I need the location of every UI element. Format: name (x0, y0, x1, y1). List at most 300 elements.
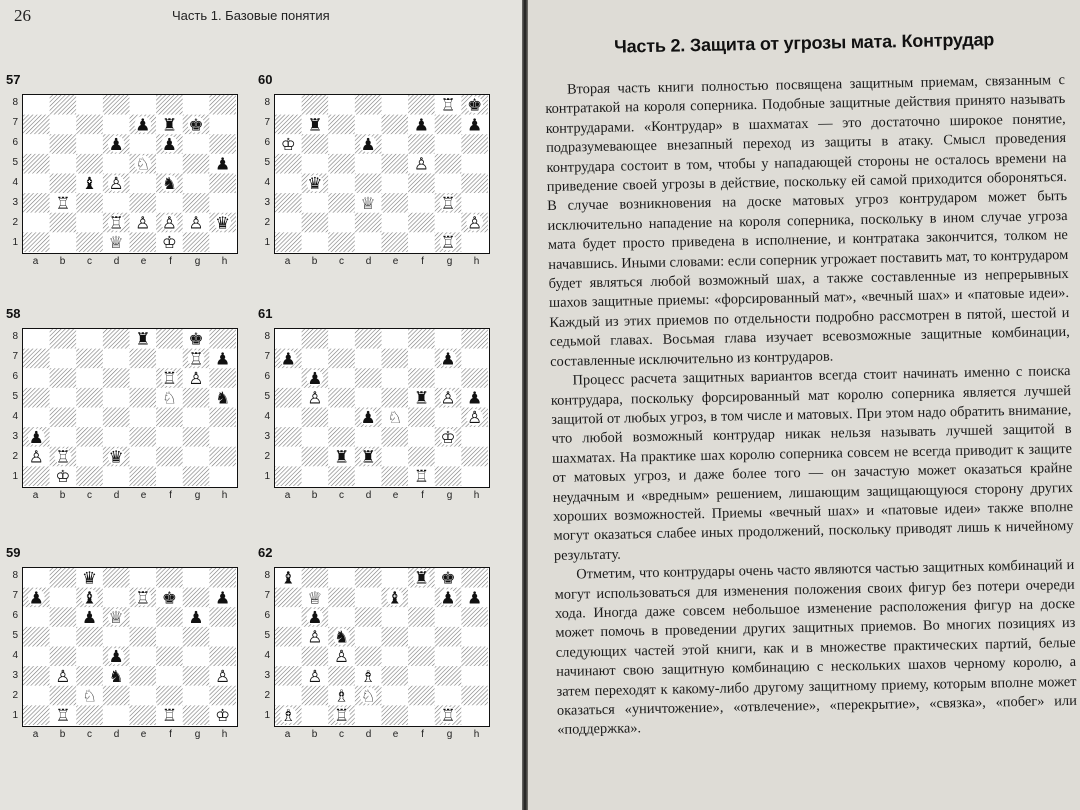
paragraph: Отметим, что контрудары очень часто являются частью защитных комбинаций и могут использоваться для изменения положения своих фигур без потери очереди хода. Иногда даже совсем небольшое изменение расположения фигур на доске может помочь в проведении других защитных приемов. Во многих позициях из следующих частей этой книги, как и в множестве практических партий, белые начинают свою защитную комбинацию с нескольких шахов черному королю, а затем переходят к какому-либо другому защитному приему, которым вполне может оказаться «уничтожение», «отвлечение», «перекрытие», «связка», «побег» или «поддержка». (554, 557, 1077, 739)
file-label: a (32, 256, 39, 267)
light-square (275, 329, 302, 349)
dark-square (183, 588, 210, 608)
light-square (382, 368, 409, 388)
dark-square (50, 213, 77, 233)
diagram-number: 61 (258, 306, 273, 321)
black-pawn-icon: ♟ (280, 348, 296, 369)
light-square (355, 349, 382, 369)
light-square (23, 686, 50, 706)
light-square (23, 213, 50, 233)
white-king-icon: ♔ (161, 232, 177, 252)
light-square (183, 568, 210, 588)
dark-square (103, 95, 130, 115)
light-square (23, 134, 50, 154)
file-label: h (473, 490, 480, 501)
light-square (382, 686, 409, 706)
rank-label: 5 (264, 391, 270, 402)
light-square (23, 607, 50, 627)
dark-square (50, 647, 77, 667)
light-square (103, 627, 130, 647)
dark-square (130, 427, 157, 447)
light-square (355, 154, 382, 174)
black-pawn-icon: ♟ (28, 587, 44, 608)
running-head: Часть 1. Базовые понятия (172, 8, 330, 23)
light-square (50, 349, 77, 369)
file-label: g (194, 490, 201, 501)
file-label: b (59, 729, 66, 740)
light-square (130, 647, 157, 667)
file-label: e (392, 256, 399, 267)
light-square (103, 388, 130, 408)
light-square (328, 408, 355, 428)
file-label: c (87, 490, 92, 501)
dark-square (130, 466, 157, 486)
dark-square (408, 329, 435, 349)
light-square (435, 213, 462, 233)
black-king-icon: ♚ (440, 568, 456, 588)
light-square (76, 408, 103, 428)
light-square (183, 447, 210, 467)
white-queen-icon: ♕ (108, 606, 124, 627)
dark-square (275, 115, 302, 135)
file-label: f (421, 729, 424, 740)
dark-square (382, 627, 409, 647)
rank-label: 3 (12, 431, 18, 442)
light-square (50, 115, 77, 135)
white-pawn-icon: ♙ (413, 153, 429, 174)
rank-label: 4 (264, 177, 270, 188)
light-square (435, 447, 462, 467)
file-label: h (473, 256, 480, 267)
black-pawn-icon: ♟ (467, 114, 483, 135)
rank-label: 1 (12, 710, 18, 721)
white-bishop-icon: ♗ (334, 685, 350, 706)
dark-square (156, 447, 183, 467)
white-rook-icon: ♖ (440, 705, 456, 725)
light-square (275, 686, 302, 706)
dark-square (328, 193, 355, 213)
white-knight-icon: ♘ (135, 153, 151, 174)
page-number: 26 (14, 6, 31, 25)
file-label: g (194, 256, 201, 267)
black-pawn-icon: ♟ (440, 587, 456, 608)
light-square (461, 666, 488, 686)
dark-square (435, 466, 462, 486)
light-square (76, 95, 103, 115)
dark-square (23, 193, 50, 213)
light-square (408, 627, 435, 647)
white-rook-icon: ♖ (55, 705, 71, 725)
file-label: c (339, 729, 344, 740)
light-square (382, 213, 409, 233)
white-rook-icon: ♖ (440, 95, 456, 115)
black-bishop-icon: ♝ (82, 587, 98, 608)
white-king-icon: ♔ (215, 705, 231, 725)
file-labels (274, 256, 490, 270)
dark-square (302, 329, 329, 349)
dark-square (275, 666, 302, 686)
rank-label: 2 (12, 217, 18, 228)
light-square (435, 686, 462, 706)
light-square (461, 232, 488, 252)
dark-square (50, 95, 77, 115)
dark-square (50, 329, 77, 349)
file-label: d (113, 256, 120, 267)
black-rook-icon: ♜ (413, 568, 429, 588)
file-label: b (311, 256, 318, 267)
light-square (461, 349, 488, 369)
file-label: g (446, 490, 453, 501)
dark-square (156, 568, 183, 588)
light-square (408, 705, 435, 725)
right-page (528, 0, 1080, 810)
dark-square (130, 666, 157, 686)
dark-square (275, 232, 302, 252)
file-labels (274, 729, 490, 743)
dark-square (328, 588, 355, 608)
light-square (382, 447, 409, 467)
rank-label: 8 (264, 331, 270, 342)
chess-board (274, 94, 490, 254)
rank-label: 8 (12, 331, 18, 342)
dark-square (302, 568, 329, 588)
file-label: d (365, 490, 372, 501)
file-label: d (113, 490, 120, 501)
black-pawn-icon: ♟ (188, 606, 204, 627)
file-label: h (221, 729, 228, 740)
light-square (408, 193, 435, 213)
diagram-number: 58 (6, 306, 21, 321)
file-label: e (140, 490, 147, 501)
light-square (23, 647, 50, 667)
rank-label: 6 (264, 371, 270, 382)
dark-square (302, 95, 329, 115)
dark-square (209, 408, 236, 428)
dark-square (408, 95, 435, 115)
light-square (76, 329, 103, 349)
black-rook-icon: ♜ (307, 114, 323, 135)
light-square (382, 174, 409, 194)
black-pawn-icon: ♟ (135, 114, 151, 135)
light-square (209, 466, 236, 486)
light-square (302, 232, 329, 252)
dark-square (50, 568, 77, 588)
rank-label: 1 (264, 710, 270, 721)
light-square (435, 174, 462, 194)
black-pawn-icon: ♟ (307, 606, 323, 627)
light-square (435, 329, 462, 349)
white-pawn-icon: ♙ (28, 446, 44, 467)
black-knight-icon: ♞ (108, 665, 124, 686)
file-label: a (284, 490, 291, 501)
rank-label: 5 (12, 391, 18, 402)
dark-square (183, 154, 210, 174)
light-square (156, 193, 183, 213)
chess-diagram (258, 545, 496, 757)
light-square (183, 174, 210, 194)
light-square (328, 95, 355, 115)
file-label: b (311, 729, 318, 740)
dark-square (76, 232, 103, 252)
board-graphic (275, 568, 488, 725)
light-square (328, 329, 355, 349)
light-square (23, 368, 50, 388)
light-square (50, 154, 77, 174)
white-bishop-icon: ♗ (280, 705, 296, 725)
dark-square (275, 388, 302, 408)
white-pawn-icon: ♙ (307, 387, 323, 408)
white-pawn-icon: ♙ (467, 212, 483, 233)
light-square (50, 388, 77, 408)
file-label: d (365, 256, 372, 267)
dark-square (183, 666, 210, 686)
file-label: a (32, 490, 39, 501)
black-pawn-icon: ♟ (307, 367, 323, 388)
white-pawn-icon: ♙ (307, 626, 323, 647)
light-square (183, 134, 210, 154)
light-square (461, 466, 488, 486)
dark-square (302, 213, 329, 233)
dark-square (183, 232, 210, 252)
light-square (23, 174, 50, 194)
chess-diagram (258, 72, 496, 284)
dark-square (461, 329, 488, 349)
dark-square (50, 134, 77, 154)
light-square (328, 368, 355, 388)
board-graphic (23, 95, 236, 252)
dark-square (103, 686, 130, 706)
black-pawn-icon: ♟ (467, 587, 483, 608)
dark-square (461, 568, 488, 588)
black-pawn-icon: ♟ (108, 646, 124, 667)
dark-square (23, 349, 50, 369)
dark-square (355, 647, 382, 667)
light-square (156, 466, 183, 486)
black-queen-icon: ♛ (215, 212, 231, 233)
dark-square (103, 329, 130, 349)
rank-label: 4 (12, 650, 18, 661)
light-square (130, 447, 157, 467)
light-square (355, 232, 382, 252)
dark-square (156, 408, 183, 428)
file-label: g (194, 729, 201, 740)
file-label: a (284, 729, 291, 740)
dark-square (23, 388, 50, 408)
rank-label: 1 (12, 237, 18, 248)
rank-label: 7 (264, 351, 270, 362)
dark-square (103, 408, 130, 428)
light-square (382, 134, 409, 154)
dark-square (23, 466, 50, 486)
light-square (435, 368, 462, 388)
dark-square (76, 349, 103, 369)
dark-square (209, 95, 236, 115)
black-rook-icon: ♜ (413, 387, 429, 408)
rank-label: 1 (264, 237, 270, 248)
light-square (50, 627, 77, 647)
white-pawn-icon: ♙ (108, 173, 124, 194)
dark-square (130, 388, 157, 408)
light-square (275, 368, 302, 388)
dark-square (408, 134, 435, 154)
light-square (302, 427, 329, 447)
light-square (382, 647, 409, 667)
rank-label: 2 (264, 451, 270, 462)
dark-square (209, 568, 236, 588)
dark-square (302, 647, 329, 667)
light-square (103, 588, 130, 608)
light-square (103, 466, 130, 486)
rank-label: 8 (12, 570, 18, 581)
white-pawn-icon: ♙ (334, 646, 350, 667)
dark-square (408, 408, 435, 428)
dark-square (461, 447, 488, 467)
light-square (23, 329, 50, 349)
black-pawn-icon: ♟ (440, 348, 456, 369)
dark-square (209, 607, 236, 627)
rank-label: 6 (12, 137, 18, 148)
dark-square (275, 627, 302, 647)
dark-square (275, 588, 302, 608)
black-king-icon: ♚ (188, 114, 204, 135)
dark-square (209, 647, 236, 667)
rank-label: 6 (12, 371, 18, 382)
black-pawn-icon: ♟ (413, 114, 429, 135)
dark-square (130, 705, 157, 725)
light-square (461, 627, 488, 647)
light-square (355, 115, 382, 135)
dark-square (328, 427, 355, 447)
light-square (183, 95, 210, 115)
light-square (103, 427, 130, 447)
light-square (130, 134, 157, 154)
white-knight-icon: ♘ (161, 387, 177, 408)
light-square (275, 174, 302, 194)
light-square (382, 607, 409, 627)
file-label: h (473, 729, 480, 740)
dark-square (76, 466, 103, 486)
light-square (355, 705, 382, 725)
light-square (275, 607, 302, 627)
light-square (103, 154, 130, 174)
light-square (275, 408, 302, 428)
dark-square (183, 627, 210, 647)
light-square (408, 349, 435, 369)
light-square (461, 154, 488, 174)
black-bishop-icon: ♝ (82, 173, 98, 194)
dark-square (50, 607, 77, 627)
light-square (355, 588, 382, 608)
light-square (156, 427, 183, 447)
dark-square (328, 666, 355, 686)
dark-square (408, 213, 435, 233)
rank-label: 4 (12, 411, 18, 422)
black-king-icon: ♚ (467, 95, 483, 115)
file-labels (22, 490, 238, 504)
white-pawn-icon: ♙ (307, 665, 323, 686)
chapter-body (544, 28, 1077, 741)
dark-square (103, 368, 130, 388)
file-label: f (169, 729, 172, 740)
light-square (130, 568, 157, 588)
board-graphic (23, 329, 236, 486)
dark-square (461, 607, 488, 627)
dark-square (23, 232, 50, 252)
light-square (355, 466, 382, 486)
dark-square (382, 349, 409, 369)
file-label: f (421, 490, 424, 501)
white-rook-icon: ♖ (413, 466, 429, 486)
white-queen-icon: ♕ (307, 587, 323, 608)
dark-square (302, 408, 329, 428)
light-square (435, 408, 462, 428)
dark-square (76, 627, 103, 647)
dark-square (23, 705, 50, 725)
white-king-icon: ♔ (55, 466, 71, 486)
rank-label: 5 (264, 630, 270, 641)
file-label: b (59, 490, 66, 501)
chess-board (22, 328, 238, 488)
light-square (302, 349, 329, 369)
light-square (103, 349, 130, 369)
light-square (76, 647, 103, 667)
chess-diagram (6, 545, 244, 757)
file-label: f (169, 256, 172, 267)
chess-diagram (258, 306, 496, 518)
light-square (382, 329, 409, 349)
file-label: f (421, 256, 424, 267)
file-label: b (59, 256, 66, 267)
board-graphic (275, 95, 488, 252)
light-square (156, 666, 183, 686)
dark-square (76, 705, 103, 725)
dark-square (328, 232, 355, 252)
chess-board (22, 567, 238, 727)
white-pawn-icon: ♙ (215, 665, 231, 686)
dark-square (382, 427, 409, 447)
board-graphic (275, 329, 488, 486)
black-queen-icon: ♛ (82, 568, 98, 588)
white-rook-icon: ♖ (135, 587, 151, 608)
white-rook-icon: ♖ (55, 446, 71, 467)
chapter-title: Часть 2. Защита от угрозы мата. Контрудар (613, 29, 995, 57)
chess-board (274, 567, 490, 727)
dark-square (76, 666, 103, 686)
rank-label: 7 (12, 351, 18, 362)
dark-square (130, 193, 157, 213)
dark-square (461, 368, 488, 388)
rank-label: 3 (12, 197, 18, 208)
light-square (275, 647, 302, 667)
rank-label: 6 (264, 610, 270, 621)
dark-square (156, 607, 183, 627)
rank-label: 7 (12, 590, 18, 601)
rank-label: 4 (264, 411, 270, 422)
white-queen-icon: ♕ (360, 192, 376, 213)
dark-square (76, 115, 103, 135)
black-pawn-icon: ♟ (215, 587, 231, 608)
dark-square (328, 349, 355, 369)
dark-square (382, 115, 409, 135)
dark-square (461, 174, 488, 194)
light-square (103, 193, 130, 213)
light-square (328, 607, 355, 627)
dark-square (103, 568, 130, 588)
dark-square (382, 705, 409, 725)
file-label: a (284, 256, 291, 267)
dark-square (355, 329, 382, 349)
file-label: h (221, 256, 228, 267)
